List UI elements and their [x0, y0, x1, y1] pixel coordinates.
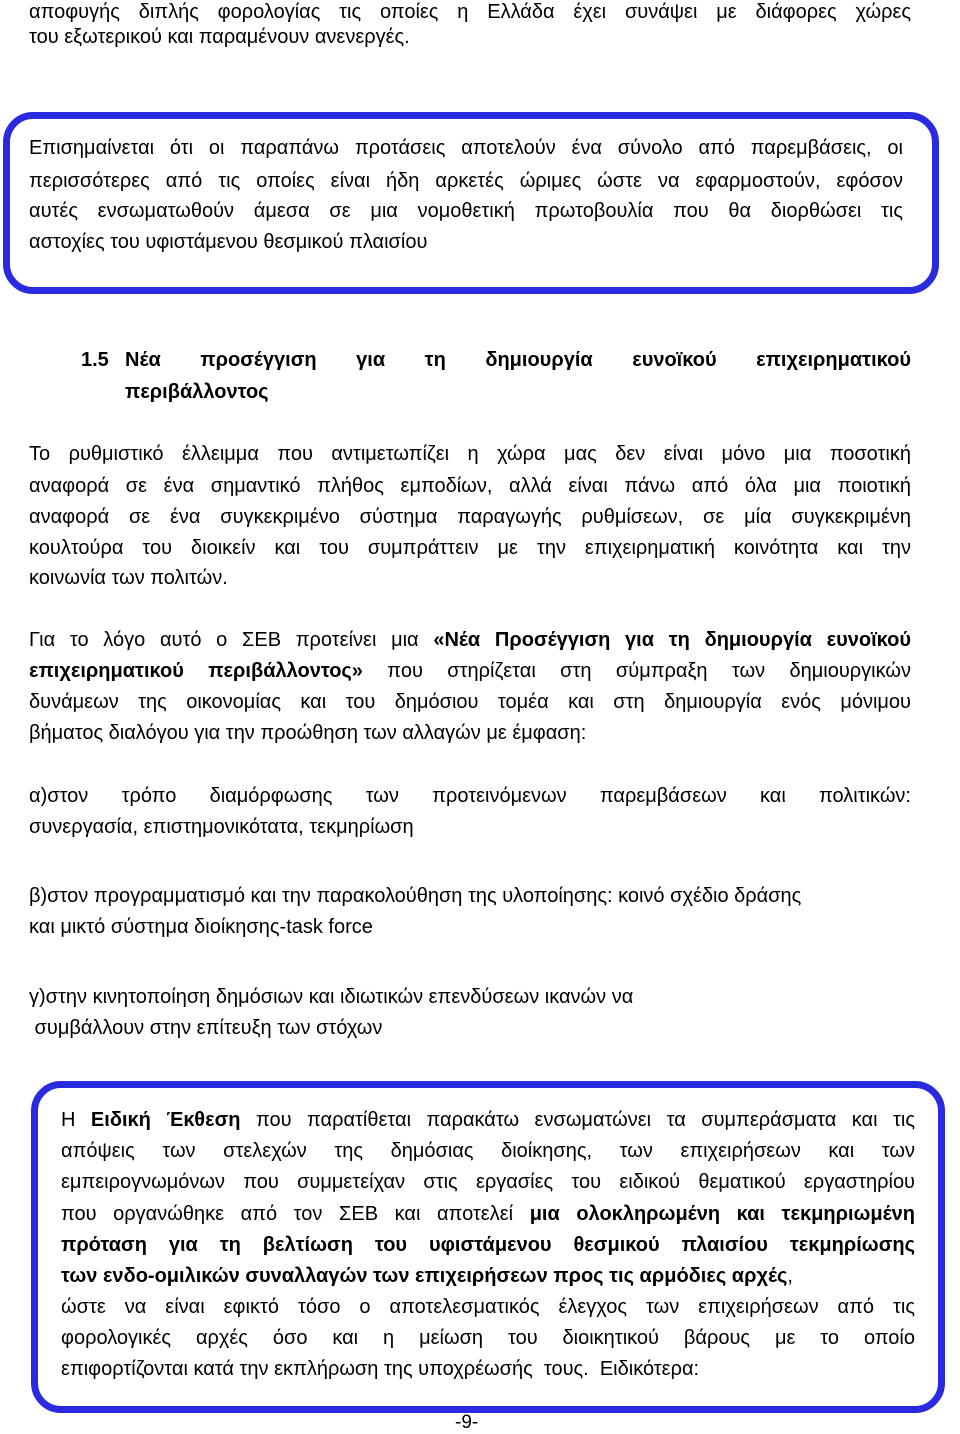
box-text-line-bold: πρόταση για τη βελτίωση του υφιστάμενου θεσμικού πλαισίου τεκμηρίωσης: [61, 1234, 915, 1256]
box-text-line: Επισημαίνεται ότι οι παραπάνω προτάσεις αποτελούν ένα σύνολο από παρεμβάσεις, οι: [29, 137, 903, 159]
paragraph-line: κοινωνία των πολιτών.: [29, 567, 228, 589]
paragraph-line: βήματος διαλόγου για την προώθηση των αλλαγών με έμφαση:: [29, 722, 587, 744]
paragraph-line: αναφορά σε ένα συγκεκριμένο σύστημα παραγωγής ρυθμίσεων, σε μία συγκεκριμένη: [29, 506, 911, 528]
text-span: ,: [787, 1265, 793, 1287]
box-text-line: απόψεις των στελεχών της δημόσιας διοίκησης, των επιχειρήσεων και των: [61, 1140, 915, 1162]
box-text-line: εμπειρογνωμόνων που συμμετείχαν στις εργασίες του ειδικού θεματικού εργαστηρίου: [61, 1171, 915, 1193]
bold-span: επιχειρηματικού περιβάλλοντος»: [29, 660, 363, 682]
text-line: του εξωτερικού και παραμένουν ανενεργές.: [29, 26, 410, 48]
list-item-b-cont: και μικτό σύστημα διοίκησης-task force: [29, 916, 373, 938]
paragraph-line: αναφορά σε ένα σημαντικό πλήθος εμποδίων, αλλά είναι πάνω από όλα μια ποιοτική: [29, 475, 911, 497]
bold-span: «Νέα Προσέγγιση για τη δημιουργία ευνοϊκού: [433, 629, 911, 651]
box-text-line: αυτές ενσωματωθούν άμεσα σε μια νομοθετική πρωτοβουλία που θα διορθώσει τις: [29, 200, 903, 222]
paragraph-line: δυνάμεων της οικονομίας και του δημόσιου τομέα και στη δημιουργία ενός μόνιμου: [29, 691, 911, 713]
bold-span: μια ολοκληρωμένη και τεκμηριωμένη: [529, 1203, 916, 1225]
text-span: που οργανώθηκε από τον ΣΕΒ και αποτελεί: [61, 1203, 530, 1225]
bold-span: των ενδο-ομιλικών συναλλαγών των επιχειρήσεων προς τις αρμόδιες αρχές: [61, 1265, 788, 1287]
text-span: Η: [61, 1109, 91, 1131]
text-span: που παρατίθεται παρακάτω ενσωματώνει τα συμπεράσματα και τις: [240, 1109, 916, 1131]
text-span: Για το λόγο αυτό ο ΣΕΒ προτείνει μια: [29, 629, 434, 651]
list-item-c: γ)στην κινητοποίηση δημόσιων και ιδιωτικών επενδύσεων ικανών να: [29, 986, 634, 1008]
paragraph-line: κουλτούρα του διοικείν και του συμπράττειν με την επιχειρηματική κοινότητα και την: [29, 537, 911, 559]
box-text-line: [61, 1202, 915, 1226]
box-text-line: [61, 1108, 915, 1132]
page-number: -9-: [455, 1412, 479, 1433]
list-item-c-cont: συμβάλλουν στην επίτευξη των στόχων: [29, 1017, 383, 1039]
text-line: αποφυγής διπλής φορολογίας τις οποίες η Ελλάδα έχει συνάψει με διάφορες χώρες: [29, 1, 911, 23]
text-span: που στηρίζεται στη σύμπραξη των δημιουργικών: [362, 660, 911, 682]
section-number: 1.5: [81, 349, 109, 371]
paragraph-line: [29, 628, 911, 652]
list-item-b: β)στον προγραμματισμό και την παρακολούθηση της υλοποίησης: κοινό σχέδιο δράσης: [29, 885, 802, 907]
list-item-a-cont: συνεργασία, επιστημονικότατα, τεκμηρίωση: [29, 816, 414, 838]
box-text-line: ώστε να είναι εφικτό τόσο ο αποτελεσματικός έλεγχος των επιχειρήσεων από τις: [61, 1296, 915, 1318]
box-text-line: αστοχίες του υφιστάμενου θεσμικού πλαισίου: [29, 231, 428, 253]
box-text-line: [61, 1264, 793, 1288]
box-text-line: περισσότερες από τις οποίες είναι ήδη αρκετές ώριμες ώστε να εφαρμοστούν, εφόσον: [29, 170, 903, 192]
box-text-line: φορολογικές αρχές όσο και η μείωση του διοικητικού βάρους με το οποίο: [61, 1327, 915, 1349]
box-text-line: επιφορτίζονται κατά την εκπλήρωση της υποχρέωσής τους. Ειδικότερα:: [61, 1358, 700, 1380]
section-title-cont: περιβάλλοντος: [125, 381, 269, 403]
paragraph-line: [29, 659, 911, 683]
paragraph-line: Το ρυθμιστικό έλλειμμα που αντιμετωπίζει η χώρα μας δεν είναι μόνο μια ποσοτική: [29, 443, 911, 465]
section-title: Νέα προσέγγιση για τη δημιουργία ευνοϊκού επιχειρηματικού: [125, 349, 911, 371]
bold-span: Ειδική Έκθεση: [90, 1109, 241, 1131]
list-item-a: α)στον τρόπο διαμόρφωσης των προτεινόμενων παρεμβάσεων και πολιτικών:: [29, 785, 911, 807]
